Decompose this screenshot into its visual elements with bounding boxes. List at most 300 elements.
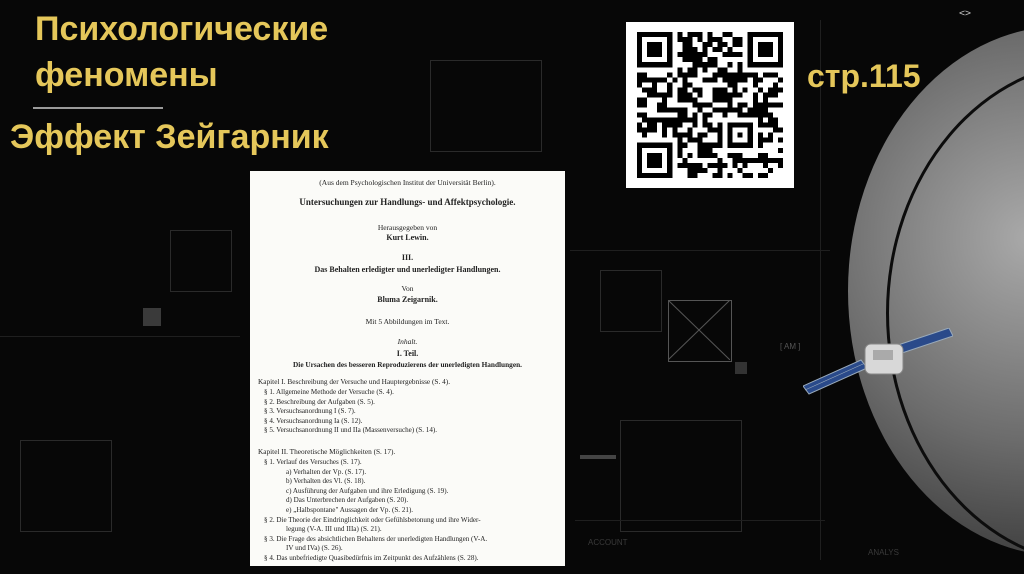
qr-module	[702, 123, 707, 128]
qr-module	[707, 57, 712, 62]
qr-module	[697, 138, 702, 143]
toc-entry: IV und IVa) (S. 26).	[286, 544, 343, 553]
qr-module	[743, 158, 748, 163]
qr-module	[718, 123, 723, 128]
qr-module	[697, 168, 702, 173]
qr-module	[758, 77, 763, 82]
qr-module	[733, 158, 738, 163]
qr-module	[768, 72, 773, 77]
qr-module	[682, 82, 687, 87]
qr-module	[733, 153, 738, 158]
qr-module	[718, 173, 723, 178]
qr-module	[692, 102, 697, 107]
qr-module	[718, 72, 723, 77]
toc-entry: § 1. Verlauf des Versuches (S. 17).	[264, 458, 362, 466]
qr-module	[713, 143, 718, 148]
qr-module	[702, 42, 707, 47]
qr-module	[662, 108, 667, 113]
qr-module	[662, 123, 667, 128]
qr-module	[713, 153, 718, 158]
qr-module	[652, 87, 657, 92]
qr-module	[687, 118, 692, 123]
qr-module	[748, 173, 753, 178]
deco-square	[600, 270, 662, 332]
author-name: Bluma Zeigarnik.	[377, 295, 438, 304]
page-title: Психологические феномены	[35, 10, 329, 94]
qr-module	[758, 113, 763, 118]
qr-module	[682, 37, 687, 42]
deco-square	[620, 420, 742, 532]
qr-module	[642, 128, 647, 133]
qr-module	[763, 158, 768, 163]
qr-module	[707, 32, 712, 37]
qr-module	[713, 47, 718, 52]
deco-square	[170, 230, 232, 292]
deco-label: ACCOUNT	[588, 538, 628, 547]
qr-module	[692, 57, 697, 62]
qr-module	[642, 102, 647, 107]
qr-module	[667, 92, 672, 97]
qr-module	[677, 108, 682, 113]
qr-module	[773, 82, 778, 87]
qr-module	[733, 87, 738, 92]
qr-module	[713, 62, 718, 67]
qr-module	[773, 102, 778, 107]
qr-module	[682, 143, 687, 148]
qr-module	[682, 97, 687, 102]
qr-module	[667, 118, 672, 123]
qr-module	[692, 47, 697, 52]
qr-module	[672, 108, 677, 113]
qr-module	[738, 92, 743, 97]
deco-x-icon	[668, 300, 730, 360]
qr-module	[707, 128, 712, 133]
qr-module	[687, 92, 692, 97]
qr-code-icon	[626, 22, 794, 188]
qr-module	[718, 128, 723, 133]
qr-module	[723, 163, 728, 168]
qr-module	[718, 168, 723, 173]
qr-module	[778, 77, 783, 82]
qr-module	[753, 82, 758, 87]
qr-module	[662, 102, 667, 107]
qr-module	[748, 113, 753, 118]
qr-module	[677, 37, 682, 42]
qr-module	[672, 118, 677, 123]
qr-module	[728, 82, 733, 87]
qr-module	[738, 158, 743, 163]
qr-module	[773, 158, 778, 163]
qr-module	[763, 153, 768, 158]
paper-title: Das Behalten erledigter und unerledigter Handlungen.	[314, 265, 501, 274]
qr-module	[682, 158, 687, 163]
qr-module	[642, 113, 647, 118]
qr-module	[647, 92, 652, 97]
chapter-two-heading: Kapitel II. Theoretische Möglichkeiten (S. 17).	[258, 447, 396, 456]
qr-module	[768, 87, 773, 92]
qr-module	[773, 123, 778, 128]
qr-module	[743, 77, 748, 82]
qr-module	[672, 123, 677, 128]
qr-module	[677, 72, 682, 77]
qr-module	[682, 77, 687, 82]
qr-module	[662, 133, 667, 138]
qr-module	[758, 102, 763, 107]
qr-module	[728, 72, 733, 77]
qr-module	[733, 42, 738, 47]
qr-module	[667, 82, 672, 87]
qr-module	[743, 72, 748, 77]
qr-module	[677, 87, 682, 92]
chapter-one-heading: Kapitel I. Beschreibung der Versuche und Hauptergebnisse (S. 4).	[258, 377, 451, 386]
qr-module	[702, 148, 707, 153]
part-one-label: I. Teil.	[396, 349, 419, 358]
qr-module	[692, 67, 697, 72]
qr-module	[718, 42, 723, 47]
qr-module	[728, 52, 733, 57]
qr-module	[728, 92, 733, 97]
qr-module	[723, 32, 728, 37]
qr-module	[733, 77, 738, 82]
qr-module	[667, 72, 672, 77]
qr-module	[718, 138, 723, 143]
qr-module	[753, 92, 758, 97]
deco-block	[143, 308, 161, 326]
qr-module	[768, 113, 773, 118]
qr-module	[778, 158, 783, 163]
qr-module	[677, 143, 682, 148]
qr-module	[687, 133, 692, 138]
qr-module	[682, 113, 687, 118]
qr-module	[672, 133, 677, 138]
qr-module	[728, 32, 733, 37]
zeigarnik-paper-page	[250, 171, 565, 566]
qr-module	[697, 163, 702, 168]
qr-module	[692, 87, 697, 92]
qr-module	[753, 108, 758, 113]
qr-module	[702, 102, 707, 107]
qr-module	[768, 138, 773, 143]
qr-module	[677, 133, 682, 138]
qr-module	[682, 163, 687, 168]
toc-entry: b) Verhalten des Vl. (S. 18).	[286, 477, 366, 486]
qr-module	[667, 123, 672, 128]
qr-module	[642, 118, 647, 123]
deco-line	[820, 20, 821, 560]
qr-module	[697, 87, 702, 92]
qr-module	[778, 138, 783, 143]
qr-module	[687, 128, 692, 133]
qr-module	[763, 92, 768, 97]
qr-module	[682, 72, 687, 77]
qr-module	[733, 82, 738, 87]
qr-module	[677, 32, 682, 37]
qr-module	[637, 72, 642, 77]
qr-module	[748, 108, 753, 113]
page-subtitle: Эффект Зейгарник	[10, 118, 329, 156]
qr-module	[738, 113, 743, 118]
qr-module	[652, 123, 657, 128]
qr-module	[677, 67, 682, 72]
qr-module	[733, 72, 738, 77]
qr-module	[743, 173, 748, 178]
deco-line	[0, 336, 240, 337]
contents-label: Inhalt.	[397, 337, 418, 346]
qr-module	[692, 97, 697, 102]
qr-module	[652, 118, 657, 123]
qr-module	[637, 123, 642, 128]
qr-module	[697, 108, 702, 113]
qr-module	[687, 47, 692, 52]
qr-module	[657, 108, 662, 113]
qr-module	[662, 128, 667, 133]
qr-module	[637, 102, 642, 107]
qr-module	[687, 72, 692, 77]
qr-module	[707, 62, 712, 67]
deco-line	[570, 250, 830, 251]
qr-module	[758, 87, 763, 92]
toc-entry: § 3. Die Frage des absichtlichen Behaltens der unerledigten Handlungen (V-A.	[264, 534, 488, 543]
qr-module	[723, 113, 728, 118]
qr-module	[682, 133, 687, 138]
qr-module	[723, 72, 728, 77]
qr-module	[637, 128, 642, 133]
qr-module	[637, 97, 642, 102]
qr-module	[687, 52, 692, 57]
figures-note: Mit 5 Abbildungen im Text.	[365, 317, 450, 326]
qr-module	[773, 118, 778, 123]
qr-module	[657, 92, 662, 97]
qr-module	[662, 77, 667, 82]
qr-module	[697, 52, 702, 57]
qr-module	[753, 97, 758, 102]
qr-module	[773, 92, 778, 97]
qr-module	[718, 97, 723, 102]
qr-module	[763, 173, 768, 178]
qr-module	[707, 37, 712, 42]
qr-module	[738, 102, 743, 107]
qr-module	[692, 62, 697, 67]
qr-module	[763, 72, 768, 77]
qr-module	[697, 62, 702, 67]
qr-module	[682, 42, 687, 47]
qr-module	[697, 153, 702, 158]
qr-module	[667, 87, 672, 92]
qr-module	[702, 153, 707, 158]
qr-module	[738, 42, 743, 47]
toc-entry: c) Ausführung der Aufgaben und ihre Erledigung (S. 19).	[286, 486, 449, 495]
qr-module	[652, 77, 657, 82]
qr-module	[728, 62, 733, 67]
deco-block	[580, 455, 616, 459]
qr-module	[687, 67, 692, 72]
qr-module	[702, 113, 707, 118]
qr-module	[778, 87, 783, 92]
qr-module	[682, 52, 687, 57]
part-number: III.	[401, 253, 414, 262]
qr-module	[713, 87, 718, 92]
qr-module	[713, 37, 718, 42]
qr-module	[738, 52, 743, 57]
qr-module	[713, 57, 718, 62]
qr-module	[692, 32, 697, 37]
qr-module	[778, 163, 783, 168]
qr-module	[697, 102, 702, 107]
qr-module	[718, 143, 723, 148]
qr-module	[718, 163, 723, 168]
qr-module	[687, 42, 692, 47]
qr-module	[713, 72, 718, 77]
qr-module	[743, 102, 748, 107]
qr-module	[713, 128, 718, 133]
qr-module	[652, 82, 657, 87]
qr-module	[637, 113, 642, 118]
qr-module	[647, 128, 652, 133]
qr-module	[697, 133, 702, 138]
qr-module	[687, 57, 692, 62]
qr-module	[733, 92, 738, 97]
qr-module	[692, 118, 697, 123]
qr-module	[702, 118, 707, 123]
qr-module	[642, 133, 647, 138]
qr-module	[647, 123, 652, 128]
qr-module	[758, 173, 763, 178]
qr-module	[763, 113, 768, 118]
qr-module	[647, 77, 652, 82]
qr-module	[642, 87, 647, 92]
qr-module	[758, 138, 763, 143]
qr-module	[687, 82, 692, 87]
qr-module	[692, 72, 697, 77]
toc-entry: a) Verhalten der Vp. (S. 17).	[286, 467, 367, 476]
qr-module	[682, 47, 687, 52]
qr-module	[763, 163, 768, 168]
qr-module	[707, 77, 712, 82]
qr-module	[642, 97, 647, 102]
qr-module	[692, 52, 697, 57]
institute-line: (Aus dem Psychologischen Institut der Universität Berlin).	[319, 178, 496, 187]
qr-module	[738, 108, 743, 113]
qr-module	[738, 62, 743, 67]
qr-module	[773, 128, 778, 133]
qr-module	[718, 92, 723, 97]
qr-module	[707, 123, 712, 128]
qr-module	[707, 113, 712, 118]
qr-module	[697, 57, 702, 62]
qr-module	[677, 123, 682, 128]
qr-module	[697, 143, 702, 148]
qr-module	[723, 92, 728, 97]
qr-module	[707, 102, 712, 107]
qr-module	[702, 77, 707, 82]
qr-module	[778, 102, 783, 107]
qr-module	[657, 118, 662, 123]
qr-module	[713, 108, 718, 113]
qr-module	[758, 108, 763, 113]
qr-module	[637, 77, 642, 82]
qr-module	[687, 97, 692, 102]
qr-module	[748, 72, 753, 77]
qr-module	[773, 72, 778, 77]
qr-module	[763, 102, 768, 107]
qr-module	[718, 67, 723, 72]
qr-module	[707, 42, 712, 47]
qr-module	[647, 87, 652, 92]
qr-module	[713, 97, 718, 102]
qr-module	[728, 77, 733, 82]
qr-module	[723, 52, 728, 57]
qr-module	[768, 123, 773, 128]
qr-module	[692, 163, 697, 168]
qr-module	[738, 67, 743, 72]
qr-module	[713, 163, 718, 168]
qr-module	[672, 128, 677, 133]
qr-module	[702, 47, 707, 52]
series-title: Untersuchungen zur Handlungs- und Affektpsychologie.	[299, 197, 516, 207]
qr-module	[743, 87, 748, 92]
qr-module	[677, 148, 682, 153]
qr-module	[758, 123, 763, 128]
qr-module	[677, 92, 682, 97]
qr-module	[758, 118, 763, 123]
qr-module	[677, 163, 682, 168]
toc-entry: § 2. Beschreibung der Aufgaben (S. 5).	[264, 397, 375, 406]
qr-module	[702, 52, 707, 57]
qr-module	[677, 97, 682, 102]
qr-module	[697, 148, 702, 153]
qr-module	[687, 163, 692, 168]
qr-module	[702, 67, 707, 72]
qr-module	[753, 77, 758, 82]
editor-name: Kurt Lewin.	[386, 233, 429, 242]
qr-module	[763, 108, 768, 113]
qr-module	[662, 92, 667, 97]
qr-module	[758, 143, 763, 148]
qr-module	[718, 108, 723, 113]
qr-module	[677, 138, 682, 143]
qr-module	[652, 92, 657, 97]
qr-module	[728, 108, 733, 113]
qr-module	[743, 163, 748, 168]
deco-label: ANALYS	[868, 548, 899, 557]
qr-module	[723, 67, 728, 72]
qr-module	[718, 47, 723, 52]
deco-block	[735, 362, 747, 374]
author-label: Von	[401, 284, 414, 293]
qr-module	[733, 108, 738, 113]
qr-module	[682, 87, 687, 92]
qr-module	[667, 108, 672, 113]
qr-module	[687, 168, 692, 173]
qr-module	[738, 77, 743, 82]
qr-module	[702, 168, 707, 173]
qr-module	[707, 143, 712, 148]
qr-module	[682, 57, 687, 62]
satellite-icon	[803, 328, 953, 398]
qr-module	[687, 37, 692, 42]
qr-module	[687, 138, 692, 143]
qr-module	[682, 108, 687, 113]
qr-module	[768, 133, 773, 138]
qr-module	[662, 97, 667, 102]
qr-module	[718, 158, 723, 163]
nav-arrows-icon[interactable]: <>	[959, 8, 972, 19]
qr-module	[692, 173, 697, 178]
qr-module	[738, 153, 743, 158]
toc-entry: § 1. Allgemeine Methode der Versuche (S. 4).	[264, 388, 394, 396]
qr-module	[692, 113, 697, 118]
qr-module	[733, 163, 738, 168]
